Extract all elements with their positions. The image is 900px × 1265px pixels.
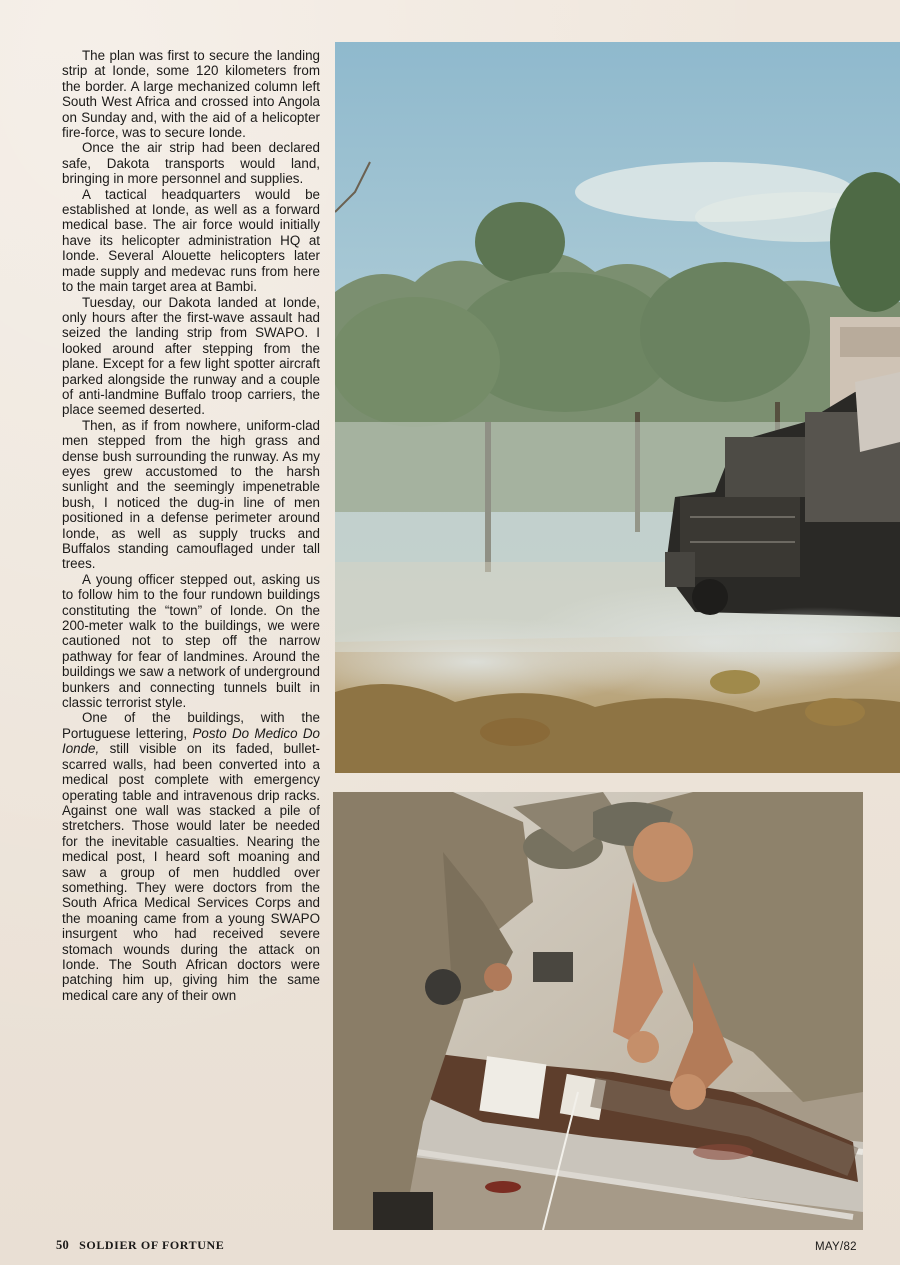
page-footer-left xyxy=(56,1238,224,1253)
paragraph-7-rest: still visible on its faded, bullet-scarred walls, had been converted into a medical post complete with emergency operating table and intravenous drip racks. Against one wall was stacked a pile of stretchers. Those would later be needed for the inevitable casualties. Nearing the medical post, I heard soft moaning and saw a group of men huddled over something. They were doctors from the South Africa Medical Services Corps and the moaning came from a young SWAPO insurgent who had received severe stomach wounds during the attack on Ionde. The South African doctors were patching him up, giving him the same medical care any of their own xyxy=(62,741,320,1003)
issue-date: MAY/82 xyxy=(815,1241,857,1253)
paragraph-7-lead: One of the buildings, with the Portuguese lettering, xyxy=(62,710,320,741)
article-column xyxy=(62,48,320,1003)
magazine-title: SOLDIER OF FORTUNE xyxy=(79,1238,225,1252)
article-paragraph-4: Tuesday, our Dakota landed at Ionde, only hours after the first-wave assault had seized the landing strip from SWAPO. I looked around after stepping from the plane. Except for a few light spotter aircraft parked alongside the runway and a couple of anti-landmine Buffalo troop carriers, the place seemed deserted. xyxy=(62,294,320,418)
photo-armored-vehicle-bush xyxy=(335,42,900,773)
article-paragraph-7 xyxy=(62,710,320,1003)
building-lettering: Posto Do Medico Do Ionde, xyxy=(62,725,320,757)
article-paragraph-5: Then, as if from nowhere, uniform-clad men stepped from the high grass and dense bush surrounding the runway. As my eyes grew accustomed to the harsh sunlight and the seemingly impenetrable bush, I noticed the dug-in line of men positioned in a defense perimeter around Ionde, as well as supply trucks and Buffalos standing camouflaged under tall trees. xyxy=(62,417,320,572)
page-number: 50 xyxy=(56,1238,70,1252)
article-paragraph-6: A young officer stepped out, asking us to follow him to the four rundown buildings constituting the “town” of Ionde. On the 200-meter walk to the buildings, we were cautioned not to step off the narrow pathway for fear of landmines. Around the buildings we saw a network of underground bunkers and connecting tunnels built in classic terrorist style. xyxy=(62,571,320,711)
article-paragraph-1: The plan was first to secure the landing strip at Ionde, some 120 kilometers from the border. A large mechanized column left South West Africa and crossed into Angola on Sunday and, with the aid of a helicopter fire-force, was to secure Ionde. xyxy=(62,48,320,141)
article-paragraph-2: Once the air strip had been declared safe, Dakota transports would land, bringing in more personnel and supplies. xyxy=(62,140,320,187)
article-paragraph-3: A tactical headquarters would be established at Ionde, as well as a forward medical base. The air force would initially have its helicopter administration HQ at Ionde. Several Alouette helicopters later made supply and medevac runs from here to the main target area at Bambi. xyxy=(62,186,320,295)
photo-doctors-treating-wounded xyxy=(333,792,863,1230)
